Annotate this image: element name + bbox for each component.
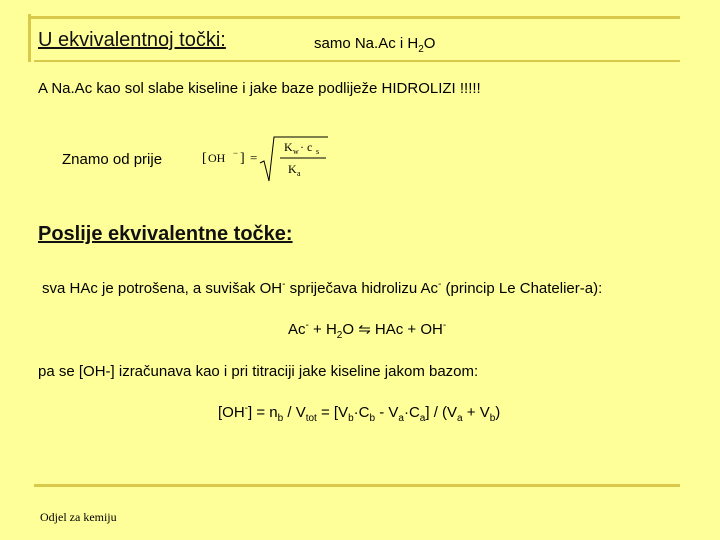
svg-text:]: ] [240, 151, 245, 166]
hydrolysis-statement: A Na.Ac kao sol slabe kiseline i jake baze podliježe HIDROLIZI !!!!! [38, 80, 481, 97]
svg-text:[: [ [202, 151, 207, 166]
heading-after-equivalence: Poslije ekvivalentne točke: [38, 223, 293, 245]
formula-ka: K [288, 162, 297, 176]
excess-hydroxide-statement: sva HAc je potrošena, a suvišak OH- spriječava hidrolizu Ac- (princip Le Chatelier-a): [42, 279, 603, 297]
known-label: Znamo od prije [62, 151, 163, 168]
svg-text:w: w [293, 147, 299, 156]
title-underline-rule [34, 60, 680, 62]
hydroxide-formula [200, 133, 330, 183]
formula-oh: OH [208, 151, 226, 165]
formula-kw: K [284, 140, 293, 154]
bottom-rule [34, 484, 680, 487]
svg-text:s: s [316, 147, 320, 156]
svg-text:a: a [297, 169, 301, 178]
subheading-solution: samo Na.Ac i $H_2O$ [314, 35, 436, 55]
formula-cs: · c [300, 140, 313, 154]
calculation-statement: pa se [OH-] izračunava kao i pri titraciji jake kiseline jakom bazom: [38, 363, 479, 380]
left-accent-rule [28, 14, 31, 62]
heading-equivalence-point: U ekvivalentnoj točki: [38, 29, 226, 51]
hydrolysis-equation: $Ac^- + H_2O$ ⇋ HAc + OH- [288, 320, 447, 341]
top-rule [28, 16, 680, 19]
formula-equals: = [250, 150, 258, 165]
formula-oh-charge: − [233, 148, 239, 158]
final-hydroxide-formula: $[OH^-] = n_b / V_{tot} = [V_b\cdot C_b - V_a\cdot C_a] / (V_a + V_b)$ [218, 403, 501, 424]
footer-department: Odjel za kemiju [40, 510, 117, 524]
